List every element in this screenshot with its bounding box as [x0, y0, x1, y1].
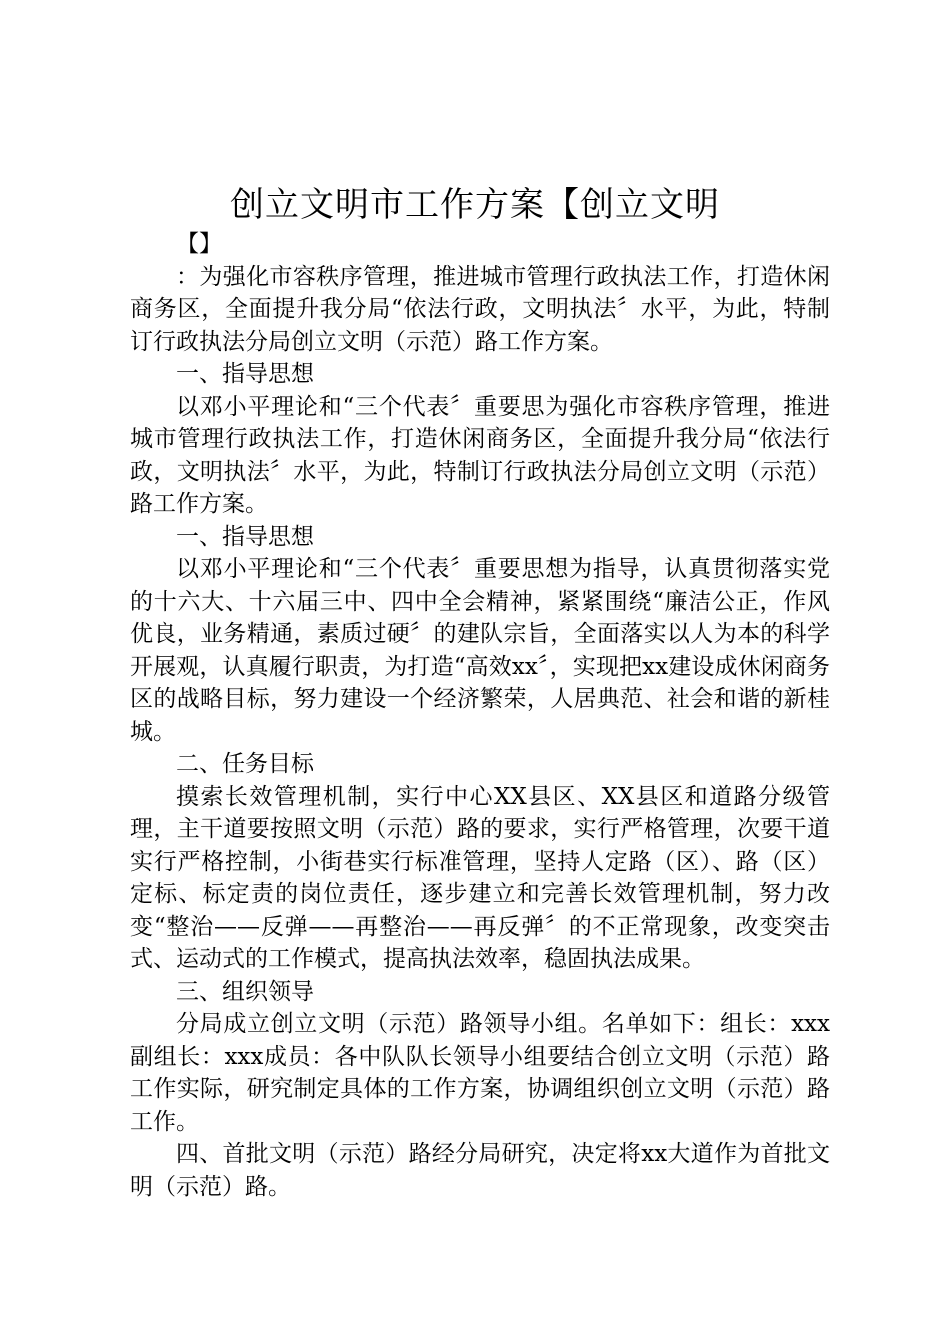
document-subtitle: 【】: [176, 231, 222, 257]
document-title: 创立文明市工作方案【创立文明: [230, 185, 720, 225]
body-paragraph: 以邓小平理论和“三个代表〞重要思想为指导，认真贯彻落实党的十六大、十六届三中、四中全会精神，紧紧围绕“廉洁公正，作风优良，业务精通，素质过硬〞的建队宗旨，全面落实以人为本的科学开展观，认真履行职责，为打造“高效xx〞，实现把xx建设成休闲商务区的战略目标，努力建设一个经济繁荣，人居典范、社会和谐的新桂城。: [130, 556, 830, 745]
section-heading: 一、指导思想: [176, 523, 314, 550]
body-paragraph: 以邓小平理论和“三个代表〞重要思为强化市容秩序管理，推进城市管理行政执法工作，打造休闲商务区，全面提升我分局“依法行政，文明执法〞水平，为此，特制订行政执法分局创立文明（示范）路工作方案。: [130, 393, 830, 517]
section-heading: 三、组织领导: [176, 978, 314, 1005]
body-paragraph: 摸索长效管理机制，实行中心XX县区、XX县区和道路分级管理，主干道要按照文明（示范）路的要求，实行严格管理，次要干道实行严格控制，小街巷实行标准管理，坚持人定路（区）、路（区）定标、标定责的岗位责任，逐步建立和完善长效管理机制，努力改变“整治——反弹——再整治——再反弹〞的不正常现象，改变突击式、运动式的工作模式，提高执法效率，稳固执法成果。: [130, 783, 830, 972]
section-heading: 二、任务目标: [176, 751, 314, 777]
document-body: [130, 228, 830, 1203]
section-heading: 一、指导思想: [176, 361, 314, 387]
body-paragraph: 四、首批文明（示范）路经分局研究，决定将xx大道作为首批文明（示范）路。: [130, 1141, 830, 1200]
body-paragraph: 分局成立创立文明（示范）路领导小组。名单如下：组长：xxx副组长：xxx成员：各中队队长领导小组要结合创立文明（示范）路工作实际，研究制定具体的工作方案，协调组织创立文明（示范）路工作。: [130, 1011, 830, 1135]
intro-paragraph: ：为强化市容秩序管理，推进城市管理行政执法工作，打造休闲商务区，全面提升我分局“依法行政，文明执法〞水平，为此，特制订行政执法分局创立文明（示范）路工作方案。: [130, 263, 830, 355]
